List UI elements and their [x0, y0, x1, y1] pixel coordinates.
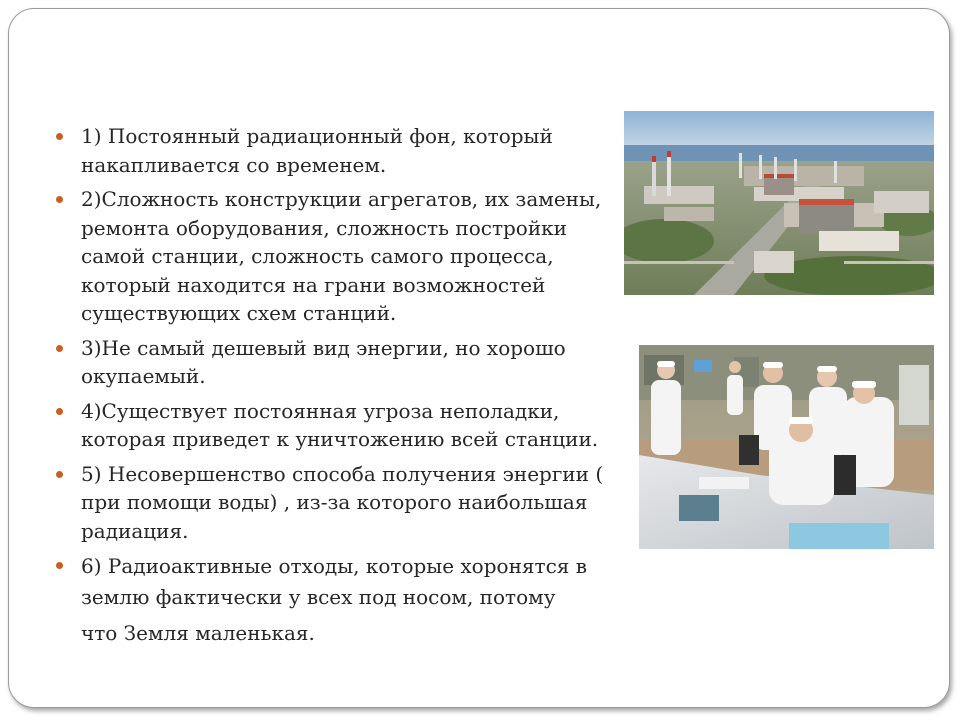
power-plant-photo — [624, 111, 934, 295]
bullet-text: 1) Постоянный радиационный фон, который накапливается со временем. — [81, 124, 553, 177]
bullet-item — [56, 551, 626, 649]
bullet-dot-icon — [56, 196, 63, 203]
bullet-dot-icon — [56, 562, 63, 569]
bullet-item — [56, 122, 626, 179]
bullet-list — [56, 122, 626, 655]
bullet-text: 5) Несовершенство способа получения энергии ( при помощи воды) , из-за которого наибольшая радиация. — [81, 461, 604, 543]
bullet-item — [56, 460, 626, 546]
bullet-text-line2: что Земля маленькая. — [81, 621, 315, 645]
bullet-text: 4)Существует постоянная угроза неполадки, которая приведет к уничтожению всей станции. — [81, 398, 599, 451]
bullet-dot-icon — [56, 471, 63, 478]
bullet-text: 2)Сложность конструкции агрегатов, их замены, ремонта оборудования, сложность постройки самой станции, сложность самого процесса, который находится на грани возможностей существующих схем станций. — [81, 187, 602, 325]
bullet-dot-icon — [56, 408, 63, 415]
bullet-item — [56, 397, 626, 454]
bullet-text: 3)Не самый дешевый вид энергии, но хорошо окупаемый. — [81, 335, 566, 388]
bullet-item — [56, 185, 626, 328]
bullet-item — [56, 334, 626, 391]
bullet-dot-icon — [56, 345, 63, 352]
control-room-photo — [639, 345, 934, 549]
bullet-dot-icon — [56, 133, 63, 140]
bullet-text-line1: 6) Радиоактивные отходы, которые хоронятся в землю фактически у всех под носом, потому — [81, 554, 588, 609]
